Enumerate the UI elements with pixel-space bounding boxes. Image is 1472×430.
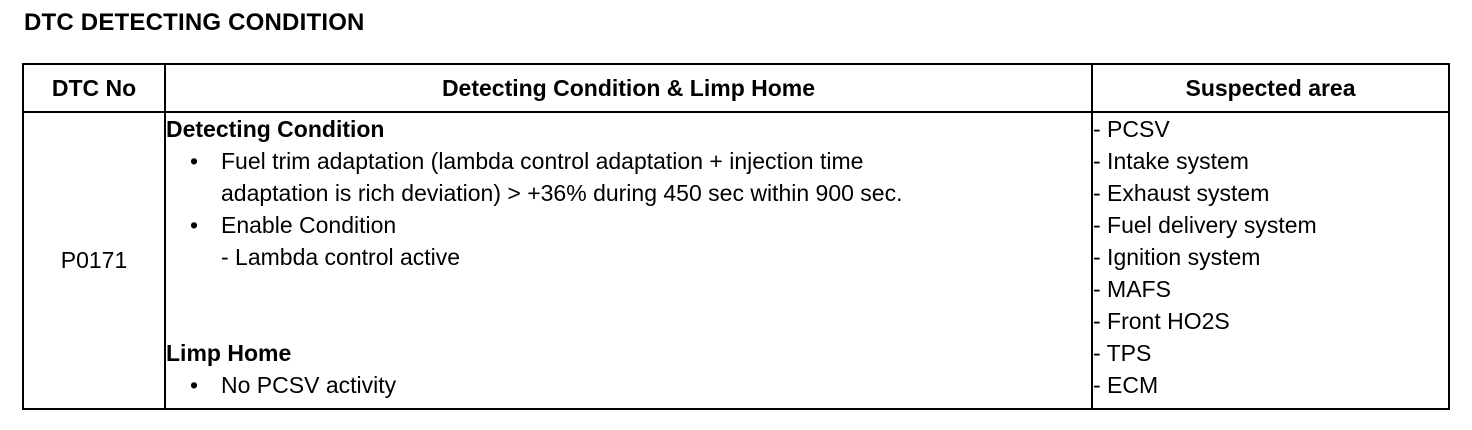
table-row bbox=[23, 112, 1449, 409]
condition-cell bbox=[165, 112, 1092, 409]
page-title: DTC DETECTING CONDITION bbox=[24, 9, 365, 36]
bullet-icon: • bbox=[190, 148, 199, 174]
dtc-code-cell: P0171 bbox=[23, 112, 165, 409]
list-item: - Intake system bbox=[1093, 148, 1249, 174]
table-header-row bbox=[23, 64, 1449, 112]
bullet-icon: • bbox=[190, 212, 199, 238]
condition-bullet-text: Fuel trim adaptation (lambda control adaptation + injection time bbox=[221, 148, 864, 174]
limp-home-bullet bbox=[166, 369, 1091, 401]
list-item: - ECM bbox=[1093, 372, 1159, 398]
limp-home-text: No PCSV activity bbox=[221, 372, 397, 398]
list-item: - MAFS bbox=[1093, 276, 1171, 302]
enable-condition-subitem: - Lambda control active bbox=[221, 244, 461, 270]
header-condition: Detecting Condition & Limp Home bbox=[165, 64, 1092, 112]
list-item: - Front HO2S bbox=[1093, 308, 1230, 334]
enable-condition-text: Enable Condition bbox=[221, 212, 397, 238]
limp-home-title: Limp Home bbox=[166, 340, 292, 366]
list-item: - TPS bbox=[1093, 340, 1152, 366]
detecting-condition-title: Detecting Condition bbox=[166, 116, 385, 142]
dtc-table bbox=[22, 63, 1450, 410]
condition-bullet-continuation: adaptation is rich deviation) > +36% during 450 sec within 900 sec. bbox=[221, 180, 903, 206]
suspected-area-cell bbox=[1092, 112, 1449, 409]
header-dtc-no: DTC No bbox=[23, 64, 165, 112]
list-item: - Exhaust system bbox=[1093, 180, 1270, 206]
header-suspected-area: Suspected area bbox=[1092, 64, 1449, 112]
list-item: - Fuel delivery system bbox=[1093, 212, 1317, 238]
list-item: - Ignition system bbox=[1093, 244, 1261, 270]
enable-condition-bullet bbox=[166, 209, 1091, 241]
condition-bullet bbox=[166, 145, 1091, 177]
list-item: - PCSV bbox=[1093, 116, 1170, 142]
bullet-icon: • bbox=[190, 372, 199, 398]
